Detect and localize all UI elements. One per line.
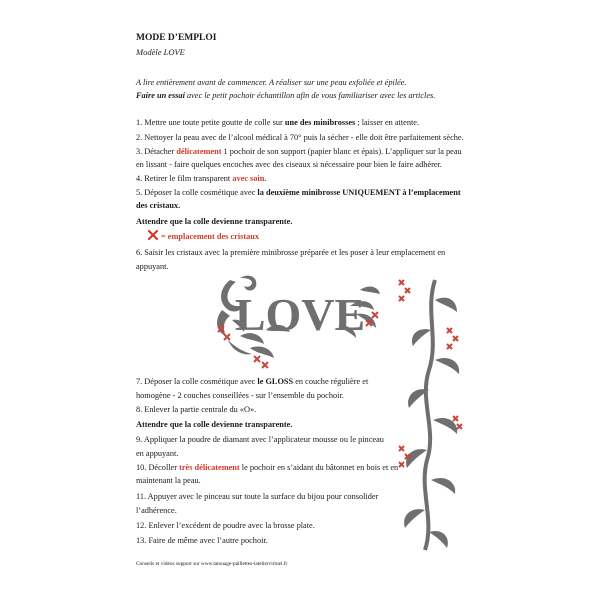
step-4-text: 4. Retirer le film transparent [136,174,233,183]
intro-line-2 [136,90,435,101]
step-7-cont: homogène - 2 couches conseillées - sur l’ensemble du pochoir. [136,391,344,400]
legend-label: = emplacement des cristaux [161,232,260,241]
step-6: 6. Saisir les cristaux avec la première minibrosse préparée et les poser à leur emplacement en [136,248,446,257]
cross-marker-icon [147,229,159,241]
step-10-cont: maintenant la peau. [136,476,201,485]
step-1-end: ; laisser en attente. [355,118,420,127]
step-3-red: délicatement [176,147,222,156]
step-4-end: . [264,174,267,183]
step-4-red: avec soin [232,174,265,183]
step-5-bold: la deuxième minibrosse UNIQUEMENT à l’emplacement [257,188,461,197]
wait-note-2: Attendre que la colle devienne transparente. [136,420,293,429]
step-13: 13. Faire de même avec l’autre pochoir. [136,536,268,545]
vine-stencil-artwork [395,270,470,560]
step-5 [136,187,461,198]
intro-rest: avec le petit pochoir échantillon afin de vous familiariser avec les articles. [184,91,436,100]
step-10-end: le pochoir en s’aidant du bâtonnet en bois et en [239,463,399,472]
step-12: 12. Enlever l’excédent de poudre avec la brosse plate. [136,521,315,530]
step-9-cont: en appuyant. [136,449,179,458]
step-3-end: 1 pochoir de son support (papier blanc et épais). L’appliquer sur la peau [221,147,462,156]
step-6-cont: appuyant. [136,262,169,271]
step-1-bold: une des minibrosses [284,118,356,127]
document-title: MODE D’EMPLOI [136,33,217,43]
step-11: 11. Appuyer avec le pinceau sur toute la surface du bijou pour consolider [136,492,379,501]
step-4 [136,173,266,184]
step-10-red: très délicatement [179,463,240,472]
love-word: LOVE [234,289,366,340]
step-7-end: en couche régulière et [293,377,369,386]
step-10 [136,462,398,473]
intro-emphasis: Faire un essai [136,91,185,100]
love-stencil-artwork [210,270,390,370]
intro-line-1: A lire entièrement avant de commencer. A réaliser sur une peau exfoliée et épilée. [136,78,407,87]
step-5-text: 5. Déposer la colle cosmétique avec [136,188,258,197]
step-5-cont: des cristaux. [136,201,181,210]
step-7-bold: le GLOSS [257,377,294,386]
step-9: 9. Appliquer la poudre de diamant avec l’applicateur mousse ou le pinceau [136,435,384,444]
step-7 [136,376,368,387]
step-10-text: 10. Décoller [136,463,180,472]
footer-note: Conseils et vidéos support sur www.tatouage-paillettes-lateliervirtuel.fr [136,561,288,567]
step-3-text: 3. Détacher [136,147,177,156]
step-3-cont: en lissant - faire quelques encoches avec des ciseaux si nécessaire pour bien le faire adhérer. [136,160,442,169]
step-8: 8. Enlever la partie centrale du «O». [136,405,257,414]
step-1-text: 1. Mettre une toute petite goutte de colle sur [136,118,285,127]
model-name: Modèle LOVE [136,47,185,57]
step-1 [136,117,419,128]
wait-note-1: Attendre que la colle devienne transparente. [136,217,293,226]
step-7-text: 7. Déposer la colle cosmétique avec [136,377,258,386]
step-11-cont: l’adhérence. [136,506,177,515]
step-3 [136,146,462,157]
step-2: 2. Nettoyer la peau avec de l’alcool médical à 70° puis la sécher - elle doit être parfaitement sèche. [136,133,464,142]
